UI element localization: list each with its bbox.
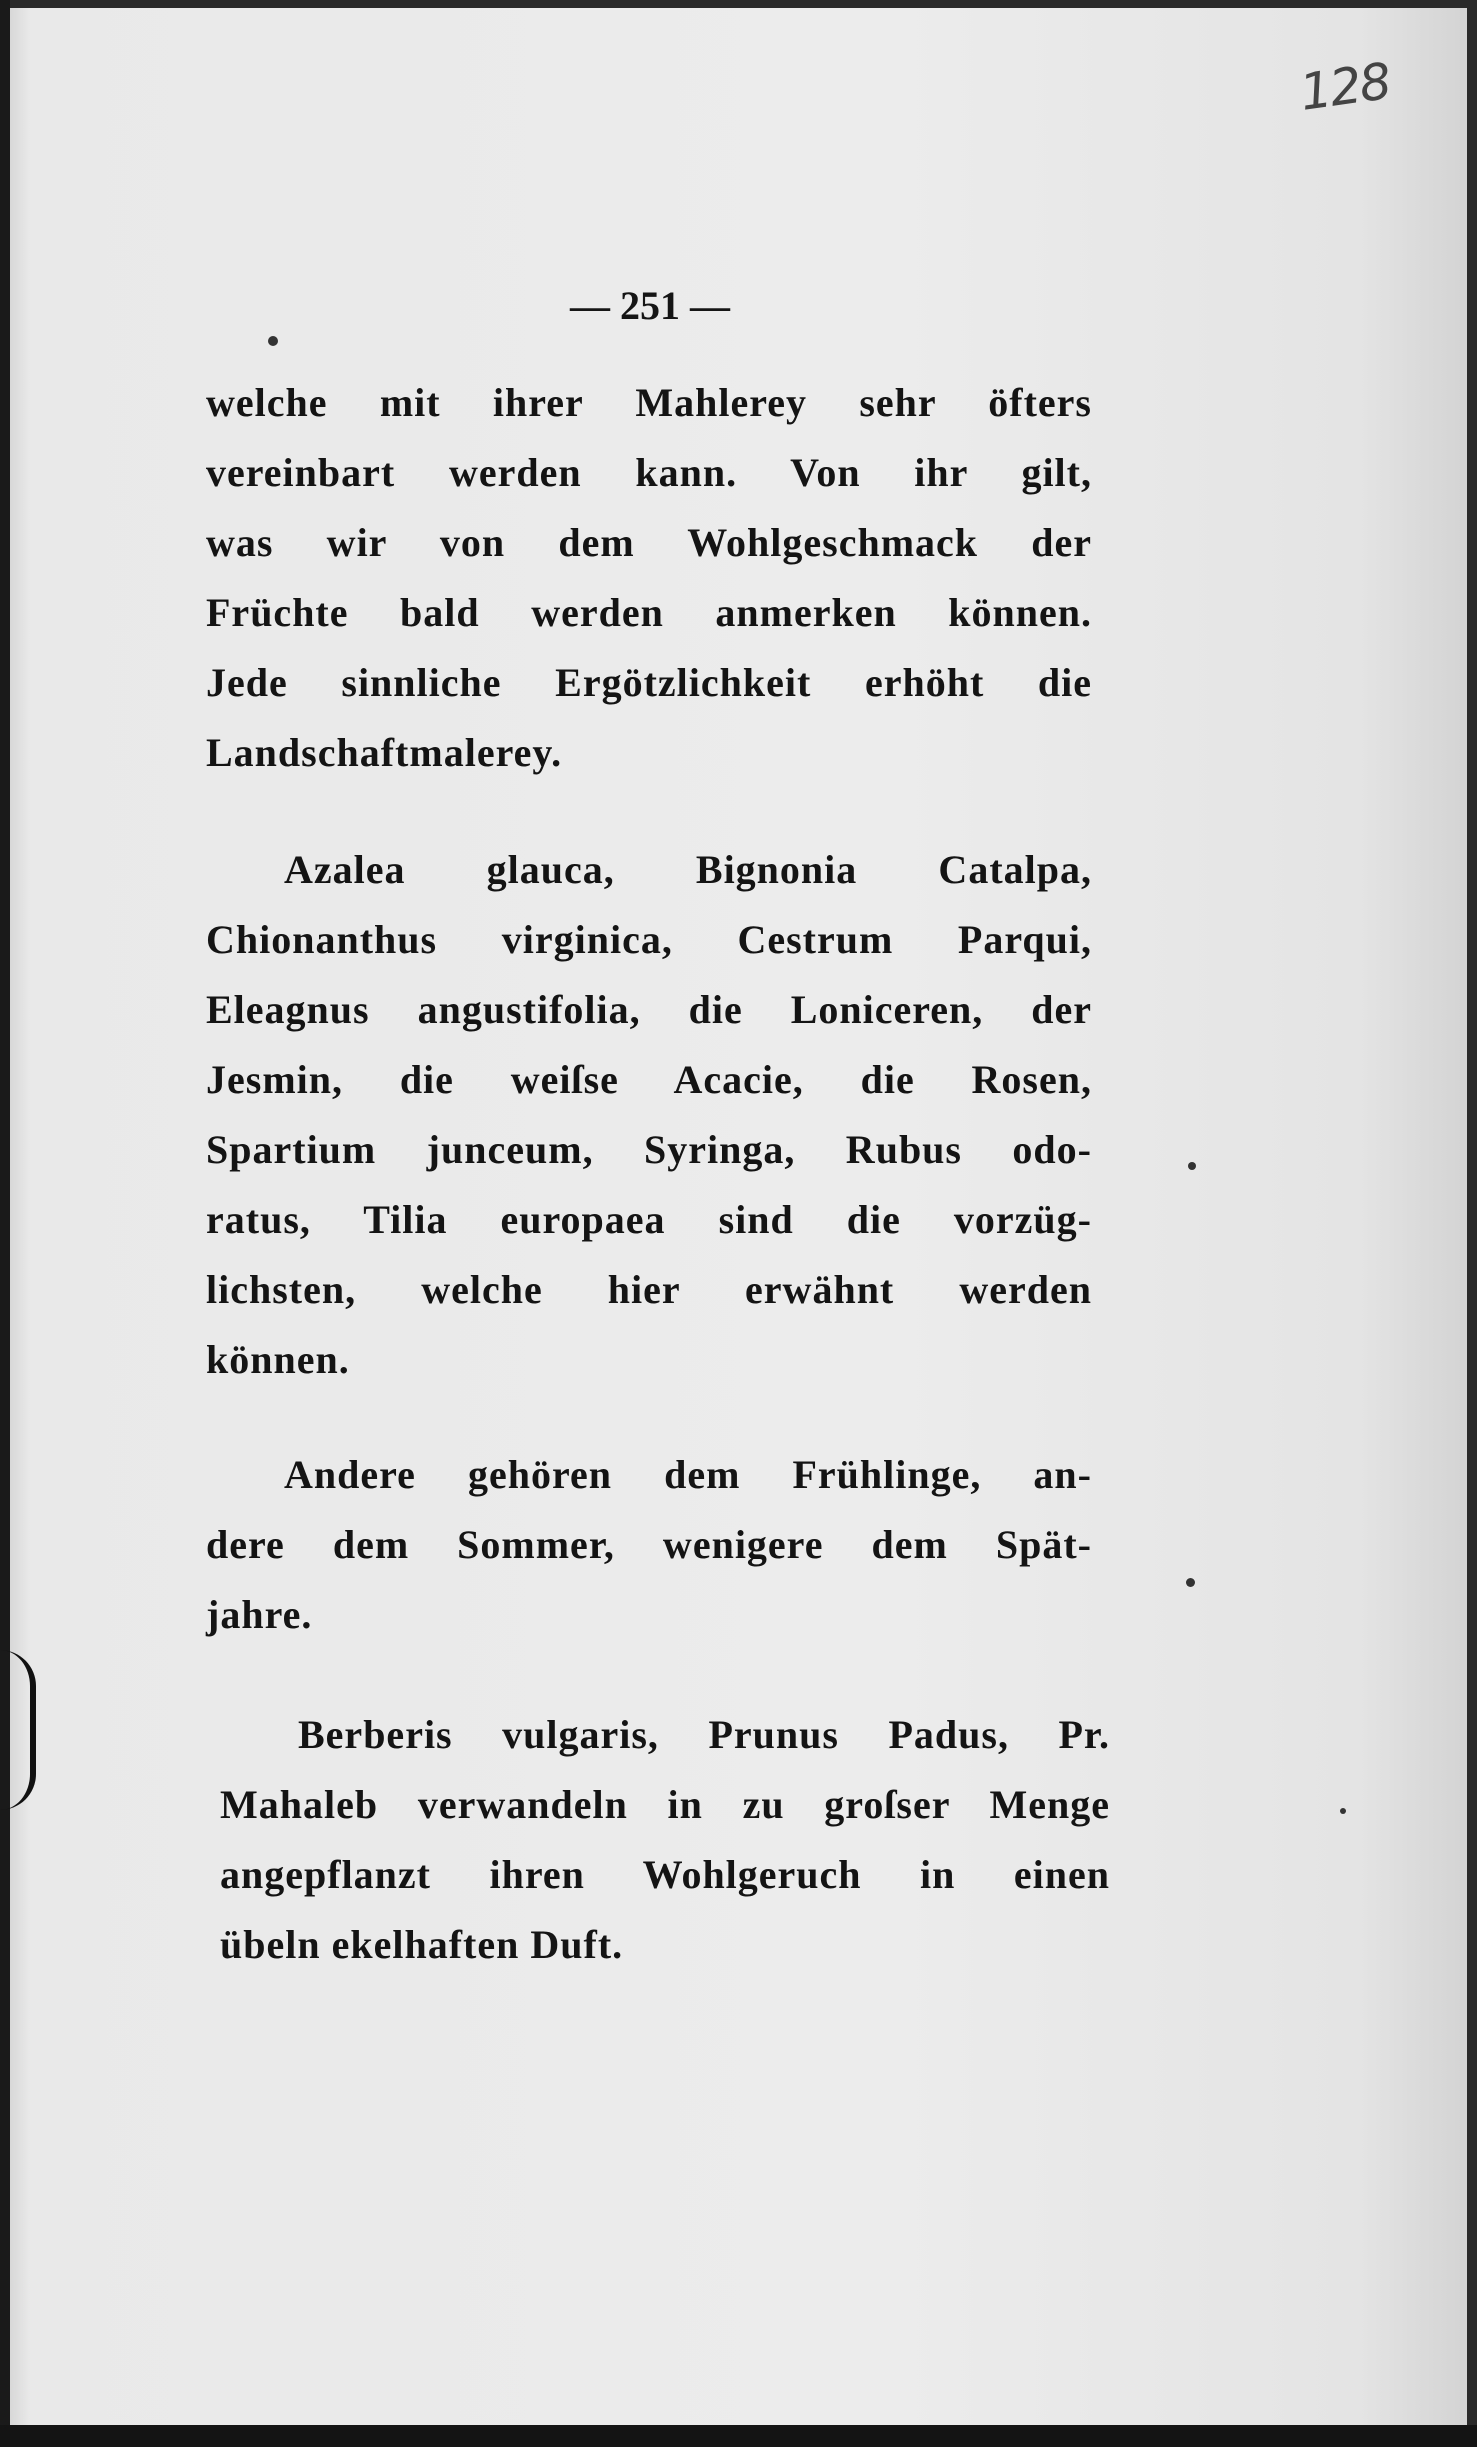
text-line: Jesmin, die weiſse Acacie, die Rosen, [206,1057,1092,1102]
text-line: welche mit ihrer Mahlerey sehr öfters [206,380,1092,425]
text-line: Jede sinnliche Ergötzlichkeit erhöht die [206,660,1092,705]
text-line: Spartium junceum, Syringa, Rubus odo- [206,1127,1092,1172]
text-line: Andere gehören dem Frühlinge, an- [284,1452,1092,1497]
text-line: Azalea glauca, Bignonia Catalpa, [284,847,1092,892]
paragraph-4 [220,1700,1110,1980]
scan-speck [1186,1578,1195,1587]
text-line: Berberis vulgaris, Prunus Padus, Pr. [298,1712,1110,1757]
text-line: angepflanzt ihren Wohlgeruch in einen [220,1852,1110,1897]
binding-edge-mark [0,1650,36,1810]
handwritten-folio-number: 128 [1296,52,1394,122]
text-line: vereinbart werden kann. Von ihr gilt, [206,450,1092,495]
text-line: Chionanthus virginica, Cestrum Parqui, [206,917,1092,962]
text-line: lichsten, welche hier erwähnt werden [206,1267,1092,1312]
paragraph-3 [206,1440,1092,1650]
scan-border-left [0,0,10,2447]
text-line: können. [206,1337,350,1382]
text-line: dere dem Sommer, wenigere dem Spät- [206,1522,1092,1567]
scan-speck [268,336,278,346]
text-line: was wir von dem Wohlgeschmack der [206,520,1092,565]
scan-border-right [1467,0,1477,2447]
scan-speck [1340,1808,1346,1814]
text-line: ratus, Tilia europaea sind die vorzüg- [206,1197,1092,1242]
scan-speck [1188,1162,1196,1170]
paragraph-2 [206,835,1092,1395]
text-line: jahre. [206,1592,313,1637]
scan-border-top [0,0,1477,8]
paragraph-1 [206,368,1092,788]
text-line: Landschaftmalerey. [206,730,563,775]
text-line: übeln ekelhaften Duft. [220,1922,624,1967]
text-line: Früchte bald werden anmerken können. [206,590,1092,635]
scan-border-bottom [0,2425,1477,2447]
text-line: Eleagnus angustifolia, die Loniceren, der [206,987,1092,1032]
text-line: Mahaleb verwandeln in zu groſser Menge [220,1782,1110,1827]
page-number-header: — 251 — [570,283,730,328]
